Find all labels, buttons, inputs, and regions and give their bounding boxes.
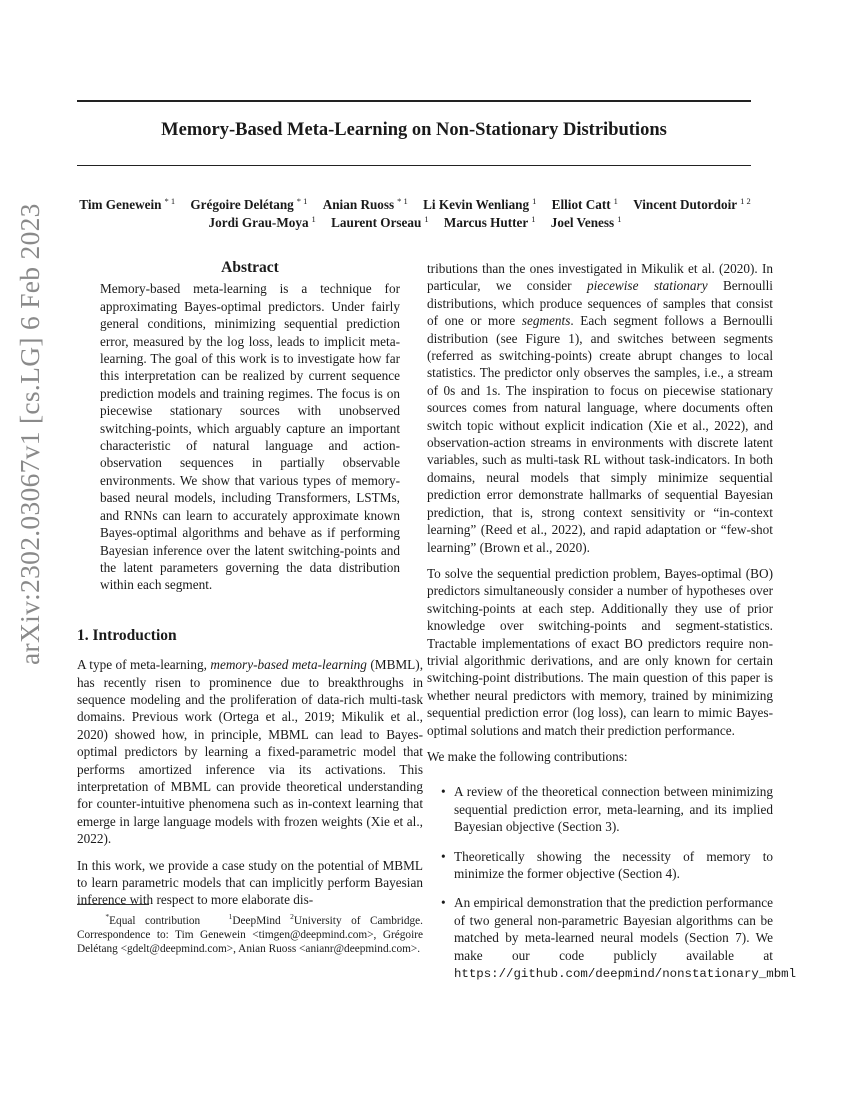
- title-rule-top: [77, 100, 751, 102]
- arxiv-stamp: arXiv:2302.03067v1 [cs.LG] 6 Feb 2023: [14, 203, 45, 665]
- author: Laurent Orseau $^1$: [331, 214, 429, 231]
- bullet-icon: •: [441, 895, 446, 911]
- bullet-icon: •: [441, 848, 446, 864]
- author: Anian Ruoss $^{* 1}$: [322, 196, 408, 213]
- body-paragraph: We make the following contributions:: [427, 748, 628, 764]
- author: Joel Veness $^1$: [550, 214, 622, 231]
- author: Tim Genewein $^{* 1}$: [79, 196, 176, 213]
- left-column: [77, 259, 423, 918]
- author: Elliot Catt $^1$: [551, 196, 618, 213]
- code-link[interactable]: https://github.com/deepmind/nonstationary_mbml: [454, 967, 797, 982]
- author: Grégoire Delétang $^{* 1}$: [190, 196, 308, 213]
- bullet-icon: •: [441, 784, 446, 800]
- author-line-1: [60, 196, 770, 213]
- list-item: • A review of the theoretical connection between minimizing sequential prediction error, meta-learning, and its implied Bayesian objective (Section 3).: [441, 784, 773, 835]
- footnote: *Equal contribution $^1$DeepMind $^2$University of Cambridge. Correspondence to: Tim Genewein <timgen@deepmind.com>, Grégoire Delétang <gdelt@deepmind.com>, Anian Ruoss <anianr@deepmind.com>.: [77, 912, 423, 956]
- list-item: • An empirical demonstration that the prediction performance of two general non-parametric Bayesian algorithms can be matched by meta-learned neural models (Section 7). We make our code publicly available at https://github.com/deepmind/nonstationary_mbml: [441, 895, 797, 982]
- abstract-body: Memory-based meta-learning is a technique for approximating Bayes-optimal predictors. Under fairly general conditions, minimizing sequential prediction error, measured by the log loss, leads to implicit meta-learning. The goal of this work is to investigate how far this interpretation can be realized by current sequence prediction models and training regimes. The focus is on piecewise stationary sources with unobserved switching-points, which arguably capture an important characteristic of natural language and action-observation sequences in partially observable environments. We show that various types of memory-based neural models, including Transformers, LSTMs, and RNNs can learn to accurately approximate known Bayes-optimal algorithms and behave as if performing Bayesian inference over the latent switching-points and the latent parameters governing the data distribution within each segment.: [100, 281, 400, 593]
- right-column: [427, 260, 797, 995]
- body-paragraph: To solve the sequential prediction problem, Bayes-optimal (BO) predictors simultaneously consider a number of hypotheses over switching-points at each step. Additionally they use of prior knowledge over switching-points and segment-statistics. Tractable implementations of exact BO predictors require non-trivial algorithmic derivations, and are only known for certain switching-point distributions. The main question of this paper is whether neural predictors with memory, trained by minimizing sequential prediction error (log loss), can learn to mimic Bayes-optimal solutions and match their prediction performance.: [427, 565, 773, 738]
- author: Marcus Hutter $^1$: [443, 214, 536, 231]
- body-paragraph: tributions than the ones investigated in Mikulik et al. (2020). In particular, we consider piecewise stationary Bernoulli distributions, which produce sequences of samples that consist of one or more segments. Each segment follows a Bernoulli distribution (see Figure 1), and switches between segments (referred as switching-points) create abrupt changes to local statistics. The predictor only observes the samples, i.e., a stream of 0s and 1s. The inspiration to focus on piecewise stationary sources comes from natural language, where documents often switch topic without explicit indication (Xie et al., 2022), and observation-action streams in environments with discrete latent variables, such as multi-task RL without task-indicators. In both domains, neural models that simply minimize sequential prediction error demonstrate hallmarks of sequential Bayesian prediction, that is, strong context sensitivity or “in-context learning” (Reed et al., 2022), and rapid adaptation or “few-shot learning” (Brown et al., 2020).: [427, 261, 773, 555]
- abstract-heading: Abstract: [221, 259, 279, 276]
- author: Li Kevin Wenliang $^1$: [423, 196, 537, 213]
- intro-paragraph: A type of meta-learning, memory-based meta-learning (MBML), has recently risen to prominence due to breakthroughs in sequence modeling and the proliferation of data-rich multi-task domains. Previous work (Ortega et al., 2019; Mikulik et al., 2020) showed how, in principle, MBML can lead to Bayes-optimal predictors by learning a fixed-parametric model that performs amortized inference via its activations. This interpretation of MBML can provide theoretical understanding for counter-intuitive phenomena such as in-context learning that emerge in large language models with frozen weights (Xie et al., 2022).: [77, 657, 424, 847]
- footnote-rule: [77, 904, 149, 905]
- list-item: • Theoretically showing the necessity of memory to minimize the former objective (Section 4).: [441, 848, 773, 881]
- author: Jordi Grau-Moya $^1$: [208, 214, 316, 231]
- author-line-2: [60, 214, 770, 231]
- contribution-list: [427, 783, 797, 983]
- author: Vincent Dutordoir $^{1 2}$: [633, 196, 751, 213]
- intro-paragraph: In this work, we provide a case study on the potential of MBML to learn parametric models that can implicitly perform Bayesian inference with respect to more elaborate dis-: [77, 857, 423, 908]
- section-heading-introduction: 1. Introduction: [77, 626, 177, 644]
- title-rule-bottom: [77, 165, 751, 166]
- paper-title: Memory-Based Meta-Learning on Non-Stationary Distributions: [161, 120, 667, 140]
